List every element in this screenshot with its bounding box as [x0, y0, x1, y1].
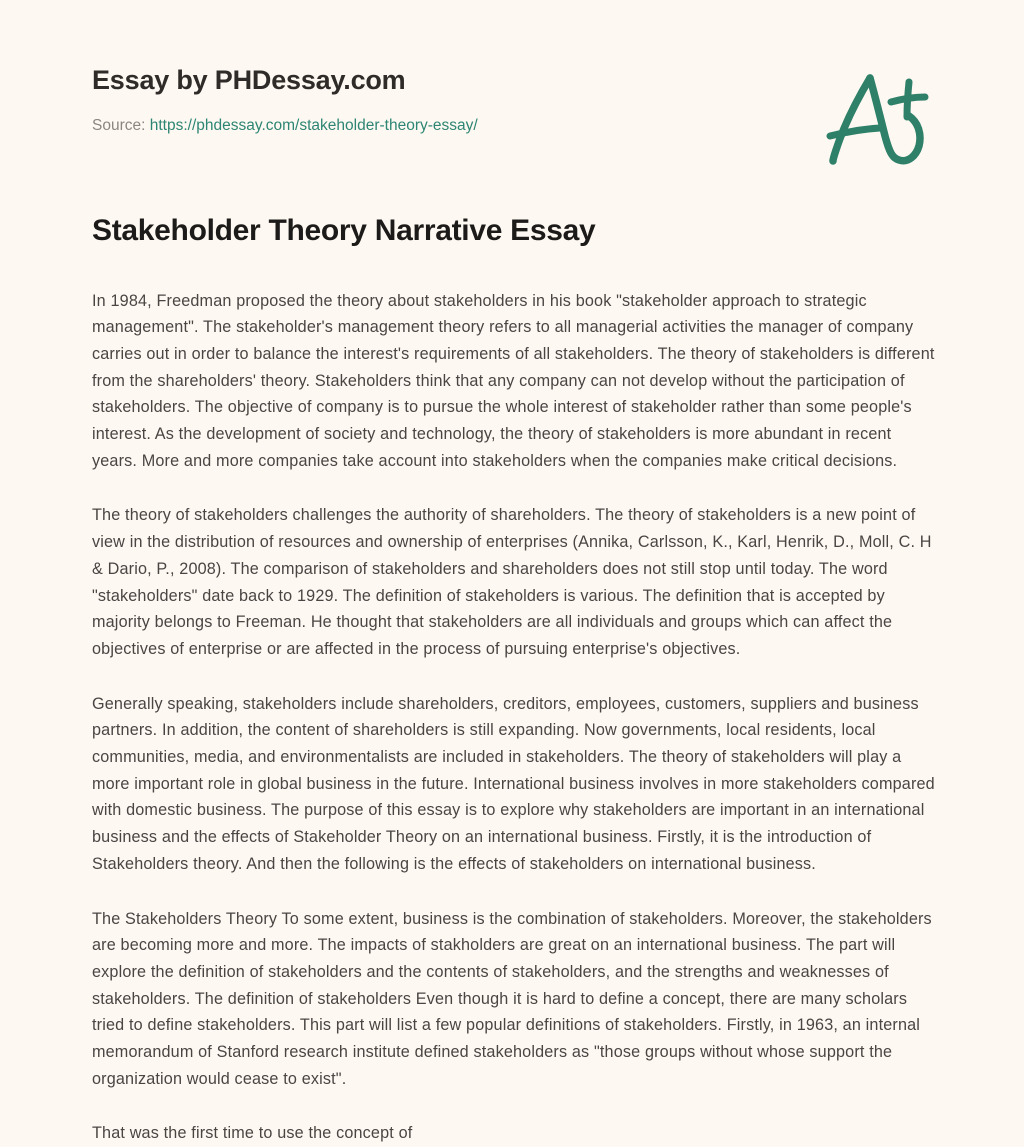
a-plus-logo-icon: [812, 64, 942, 168]
paragraph: The theory of stakeholders challenges the authority of shareholders. The theory of stakeholders is a new point of view in the distribution of resources and ownership of enterprises (Annika, Carlsson, K., Karl, Henrik, D., Moll, C. H & Dario, P., 2008). The comparison of stakeholders and shareholders does not still stop until today. The word "stakeholders" date back to 1929. The definition of stakeholders is various. The definition that is accepted by majority belongs to Freeman. He thought that stakeholders are all individuals and groups which can affect the objectives of enterprise or are affected in the process of pursuing enterprise's objectives.: [92, 506, 932, 658]
a-plus-logo: [812, 64, 942, 168]
paragraph: That was the first time to use the concept of: [92, 1124, 413, 1143]
source-url-link[interactable]: https://phdessay.com/stakeholder-theory-essay/: [149, 116, 478, 134]
page-header: [0, 0, 1024, 190]
article-body: [92, 212, 940, 1147]
brand-block: [92, 66, 732, 136]
source-line: [92, 116, 732, 136]
paragraph: Generally speaking, stakeholders include shareholders, creditors, employees, customers, suppliers and business partners. In addition, the content of shareholders is still expanding. Now governments, local residents, local communities, media, and environmentalists are included in stakeholders. The theory of stakeholders will play a more important role in global business in the future. International business involves in more stakeholders compared with domestic business. The purpose of this essay is to explore why stakeholders are important in an international business and the effects of Stakeholder Theory on an international business. Firstly, it is the introduction of Stakeholders theory. And then the following is the effects of stakeholders on international business.: [92, 694, 935, 873]
paragraph: The Stakeholders Theory To some extent, business is the combination of stakeholders. Moreover, the stakeholders are becoming more and more. The impacts of stakholders are great on an international business. The part will explore the definition of stakeholders and the contents of stakeholders, and the strengths and weaknesses of stakeholders. The definition of stakeholders Even though it is hard to define a concept, there are many scholars tried to define stakeholders. This part will list a few popular definitions of stakeholders. Firstly, in 1963, an internal memorandum of Stanford research institute defined stakeholders as "those groups without whose support the organization would cease to exist".: [92, 909, 932, 1088]
page-title: Stakeholder Theory Narrative Essay: [92, 214, 596, 247]
brand-title: Essay by PHDessay.com: [92, 65, 406, 95]
source-label: Source:: [92, 116, 146, 134]
paragraph: In 1984, Freedman proposed the theory about stakeholders in his book "stakeholder approach to strategic management". The stakeholder's management theory refers to all managerial activities the manager of company carries out in order to balance the interest's requirements of all stakeholders. The theory of stakeholders is different from the shareholders' theory. Stakeholders think that any company can not develop without the participation of stakeholders. The objective of company is to pursue the whole interest of stakeholder rather than some people's interest. As the development of society and technology, the theory of stakeholders is more abundant in recent years. More and more companies take account into stakeholders when the companies make critical decisions.: [92, 291, 935, 470]
